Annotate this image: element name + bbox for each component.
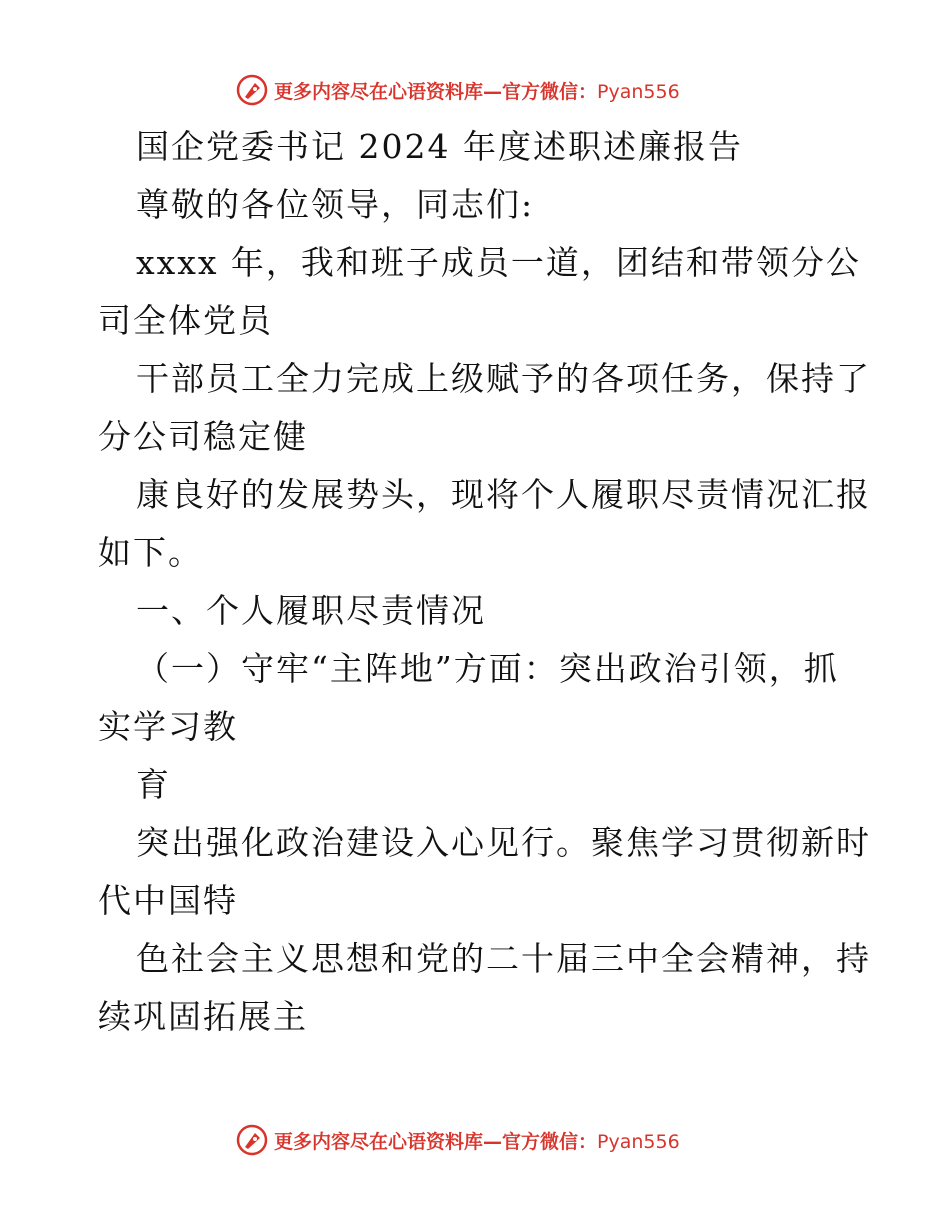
pen-nib-logo-icon — [236, 1124, 268, 1156]
doc-line-8: 如下。 — [98, 533, 203, 572]
doc-line-10: （一）守牢“主阵地”方面：突出政治引领，抓 — [136, 649, 839, 688]
doc-line-4: 司全体党员 — [98, 301, 273, 340]
doc-line-13: 突出强化政治建设入心见行。聚焦学习贯彻新时 — [136, 823, 871, 862]
watermark-text: 更多内容尽在心语资料库—官方微信：Pyan556 — [274, 1130, 680, 1153]
doc-line-15: 色社会主义思想和党的二十届三中全会精神，持 — [136, 939, 871, 978]
doc-line-14: 代中国特 — [98, 881, 238, 920]
doc-line-11: 实学习教 — [98, 707, 238, 746]
doc-line-12: 育 — [136, 765, 171, 804]
pen-nib-logo-icon — [236, 74, 268, 106]
doc-line-5: 干部员工全力完成上级赋予的各项任务，保持了 — [136, 359, 871, 398]
watermark-text: 更多内容尽在心语资料库—官方微信：Pyan556 — [274, 80, 680, 103]
doc-line-1: 国企党委书记 2024 年度述职述廉报告 — [136, 127, 743, 166]
doc-line-6: 分公司稳定健 — [98, 417, 308, 456]
header-watermark — [236, 72, 680, 108]
doc-line-9: 一、个人履职尽责情况 — [136, 591, 486, 630]
document-body — [98, 118, 871, 1046]
footer-watermark — [236, 1122, 680, 1158]
doc-line-16: 续巩固拓展主 — [98, 997, 308, 1036]
doc-line-2: 尊敬的各位领导，同志们: — [136, 185, 535, 224]
doc-line-3: xxxx 年，我和班子成员一道，团结和带领分公 — [136, 243, 861, 282]
doc-line-7: 康良好的发展势头，现将个人履职尽责情况汇报 — [136, 475, 871, 514]
